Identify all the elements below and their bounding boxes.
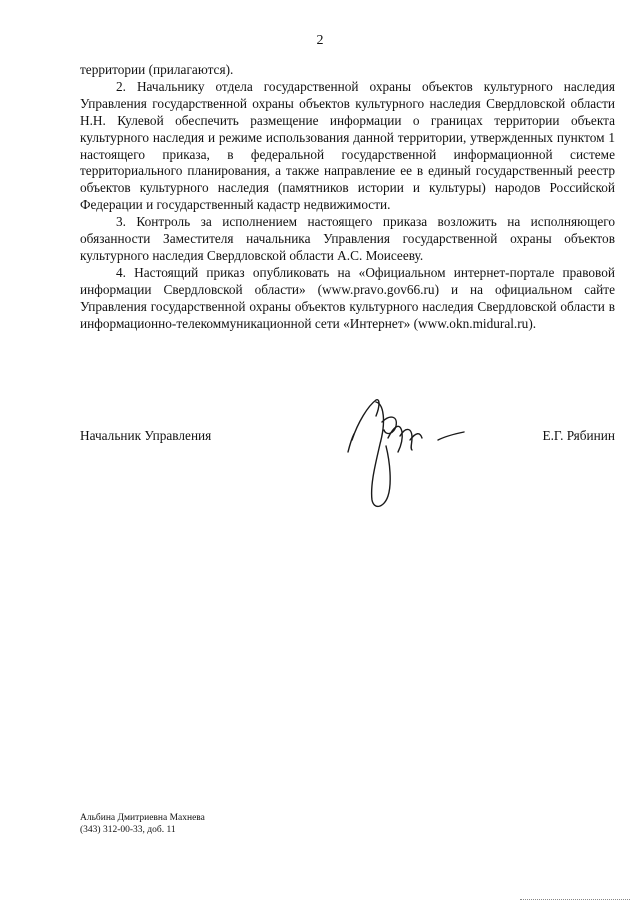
executor-footer [80, 812, 205, 836]
signer-title: Начальник Управления [80, 428, 212, 443]
paragraph-continuation: территории (прилагаются). [80, 62, 234, 77]
page-number: 2 [316, 33, 324, 48]
handwritten-signature-icon [340, 392, 480, 522]
paragraph-item-4: 4. Настоящий приказ опубликовать на «Официальном интернет-портале правовой информации Свердловской области» (www.pravo.gov66.ru) и на официальном сайте Управления государственной охраны объектов культурного наследия Свердловской области в информационно-телекоммуникационной сети «Интернет» (www.okn.midural.ru). [80, 264, 615, 331]
executor-name: Альбина Дмитриевна Махнева [80, 813, 205, 823]
signer-name: Е.Г. Рябинин [542, 428, 615, 443]
paragraph-item-3: 3. Контроль за исполнением настоящего приказа возложить на исполняющего обязанности Заместителя начальника Управления государственной охраны объектов культурного наследия Свердловской области А.С. Моисееву. [80, 214, 615, 263]
executor-phone: (343) 312-00-33, доб. 11 [80, 825, 176, 835]
document-body [80, 62, 615, 333]
paragraph-item-2: 2. Начальнику отдела государственной охраны объектов культурного наследия Управления государственной охраны объектов культурного наследия Свердловской области Н.Н. Кулевой обеспечить размещение информации о границах территории объекта культурного наследия и режиме использования данной территории, утвержденных пунктом 1 настоящего приказа, в федеральной государственной информационной системе территориального планирования, а также направление ее в единый государственный реестр объектов культурного наследия (памятников истории и культуры) народов Российской Федерации и государственный кадастр недвижимости. [80, 78, 615, 213]
scan-artifact-divider [520, 899, 630, 902]
